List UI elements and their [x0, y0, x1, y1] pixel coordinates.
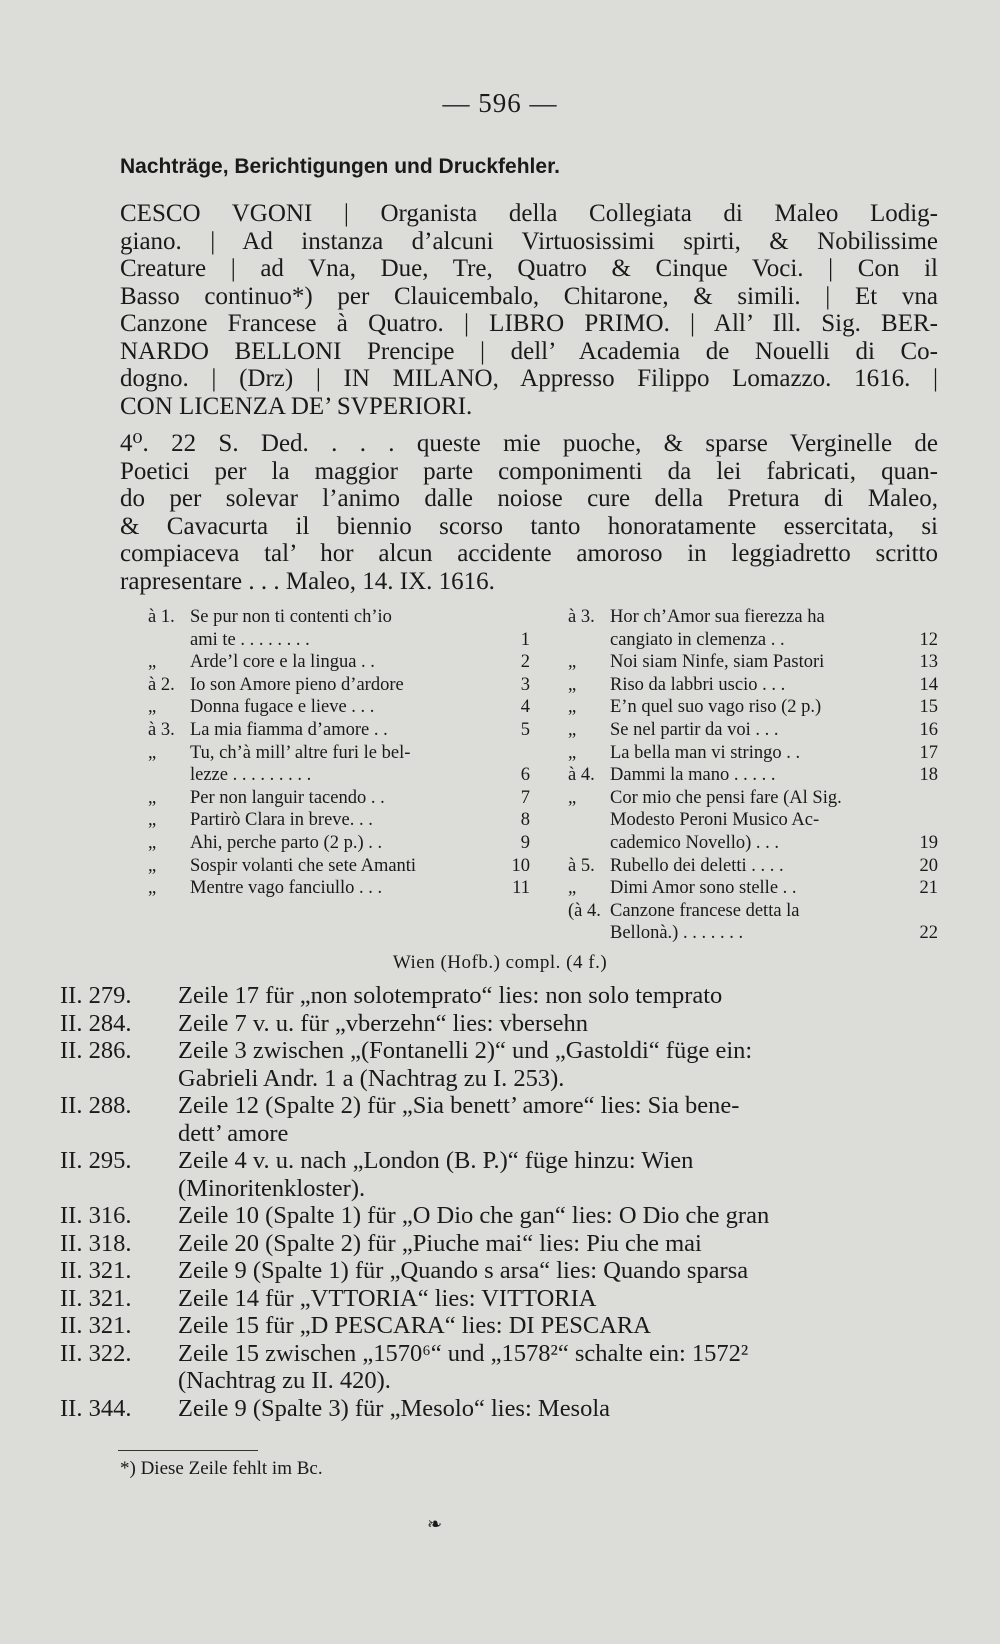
voice-count: „: [568, 787, 577, 808]
voice-count: „: [568, 697, 577, 718]
contents-list-left: [148, 606, 530, 900]
song-number: 18: [919, 765, 938, 786]
contents-item: [568, 855, 938, 878]
contents-item: [568, 629, 938, 652]
contents-item: [148, 855, 530, 878]
contents-list-right: [568, 606, 938, 945]
correction-item: [60, 1230, 940, 1258]
correction-reference: II. 284.: [60, 1009, 132, 1037]
song-title: Canzone francese detta la: [610, 900, 800, 921]
correction-item: [60, 1202, 940, 1230]
song-title: Donna fugace e lieve . . .: [190, 697, 375, 718]
voice-count: à 5.: [568, 855, 595, 876]
correction-item: [60, 982, 940, 1010]
voice-count: „: [148, 855, 157, 876]
correction-item: [60, 1395, 940, 1423]
contents-item: [568, 900, 938, 923]
correction-line: Zeile 4 v. u. nach „London (B. P.)“ füge hinzu: Wien: [178, 1147, 694, 1174]
song-number: 15: [919, 697, 938, 718]
correction-line: Zeile 3 zwischen „(Fontanelli 2)“ und „Gastoldi“ füge ein:: [178, 1037, 753, 1064]
song-title: Cor mio che pensi fare (Al Sig.: [610, 787, 842, 808]
song-title: Rubello dei deletti . . . .: [610, 855, 784, 876]
song-title: E’n quel suo vago riso (2 p.): [610, 697, 822, 718]
contents-item: [568, 787, 938, 810]
song-title: ami te . . . . . . . .: [190, 629, 310, 650]
correction-line: Zeile 9 (Spalte 1) für „Quando s arsa“ lies: Quando sparsa: [178, 1257, 749, 1284]
song-title: Io son Amore pieno d’ardore: [190, 674, 404, 695]
correction-item: [60, 1312, 940, 1340]
correction-reference: II. 288.: [60, 1092, 132, 1119]
correction-item: [60, 1147, 940, 1202]
correction-item: [60, 1010, 940, 1038]
correction-reference: II. 322.: [60, 1339, 132, 1367]
song-title: La mia fiamma d’amore . .: [190, 719, 388, 740]
correction-item: [60, 1037, 940, 1092]
voice-count: (à 4.: [568, 900, 601, 921]
correction-reference: II. 316.: [60, 1202, 132, 1229]
song-number: 14: [919, 674, 938, 695]
entry-description: [120, 430, 938, 595]
voice-count: à 2.: [148, 674, 175, 695]
voice-count: à 1.: [148, 607, 175, 627]
description-line: Poetici per la maggior parte componimenti da lei fabricati, quan-: [120, 457, 938, 485]
description-line: do per solevar l’animo dalle noiose cure della Pretura di Maleo,: [120, 485, 938, 512]
contents-item: [568, 764, 938, 787]
entry-line: giano. | Ad instanza d’alcuni Virtuosissimi spirti, & Nobilissime: [120, 227, 938, 255]
correction-line: Zeile 17 für „non solotemprato“ lies: non solo temprato: [178, 982, 723, 1009]
contents-item: [568, 606, 938, 629]
song-title: cademico Novello) . . .: [610, 832, 780, 853]
footnote: *) Diese Zeile fehlt im Bc.: [120, 1458, 323, 1479]
song-number: 11: [512, 878, 530, 899]
voice-count: „: [568, 674, 577, 695]
contents-item: [148, 651, 530, 674]
song-number: 12: [919, 629, 938, 650]
contents-item: [148, 742, 530, 765]
correction-reference: II. 318.: [60, 1229, 132, 1257]
correction-reference: II. 321.: [60, 1284, 132, 1312]
contents-item: [148, 809, 530, 832]
song-number: 3: [520, 674, 530, 695]
song-title: Modesto Peroni Musico Ac-: [610, 810, 820, 831]
correction-text: [178, 1147, 940, 1202]
correction-text: [178, 1092, 940, 1147]
song-number: 7: [520, 787, 530, 808]
voice-count: „: [568, 742, 577, 763]
contents-item: [148, 787, 530, 810]
correction-line: Zeile 15 zwischen „1570⁶“ und „1578²“ schalte ein: 1572²: [178, 1339, 749, 1367]
correction-reference: II. 321.: [60, 1312, 132, 1339]
correction-line: Zeile 20 (Spalte 2) für „Piuche mai“ lies: Piu che mai: [178, 1229, 702, 1257]
song-number: 10: [511, 855, 530, 876]
song-title: Bellonà.) . . . . . . .: [610, 923, 744, 944]
song-title: Dammi la mano . . . . .: [610, 765, 776, 786]
correction-reference: II. 295.: [60, 1147, 132, 1174]
song-number: 22: [919, 923, 938, 944]
contents-item: [148, 764, 530, 787]
correction-line: Zeile 10 (Spalte 1) für „O Dio che gan“ lies: O Dio che gran: [178, 1202, 770, 1229]
voice-count: „: [568, 719, 577, 740]
song-title: Arde’l core e la lingua . .: [190, 652, 375, 673]
description-line: 4⁰. 22 S. Ded. . . . queste mie puoche, & sparse Verginelle de: [120, 430, 938, 457]
voice-count: „: [148, 652, 157, 673]
voice-count: „: [148, 878, 157, 899]
correction-text: [178, 1395, 940, 1423]
correction-text: [178, 1037, 940, 1092]
contents-item: [148, 832, 530, 855]
song-title: lezze . . . . . . . . .: [190, 765, 312, 786]
printer-mark: ❧: [427, 1514, 443, 1534]
song-number: 9: [520, 832, 530, 853]
correction-item: [60, 1340, 940, 1395]
correction-reference: II. 286.: [60, 1037, 132, 1064]
footnote-rule: [118, 1450, 258, 1451]
voice-count: „: [568, 878, 577, 899]
voice-count: „: [148, 832, 157, 853]
correction-item: [60, 1285, 940, 1313]
song-title: Dimi Amor sono stelle . .: [610, 878, 797, 899]
correction-text: [178, 1257, 940, 1285]
song-number: 17: [919, 742, 938, 763]
correction-item: [60, 1092, 940, 1147]
description-line: rapresentare . . . Maleo, 14. IX. 1616.: [120, 567, 495, 595]
contents-item: [568, 696, 938, 719]
song-number: 13: [919, 652, 938, 673]
correction-line: Zeile 7 v. u. für „vberzehn“ lies: vbersehn: [178, 1009, 588, 1037]
voice-count: à 3.: [568, 607, 595, 627]
correction-line: dett’ amore: [178, 1119, 289, 1147]
song-number: 21: [919, 878, 938, 899]
contents-item: [568, 742, 938, 765]
entry-line: CON LICENZA DE’ SVPERIORI.: [120, 392, 473, 420]
contents-item: [148, 719, 530, 742]
contents-item: [148, 629, 530, 652]
song-title: Mentre vago fanciullo . . .: [190, 878, 383, 899]
song-number: 19: [919, 832, 938, 853]
correction-line: Zeile 12 (Spalte 2) für „Sia benett’ amore“ lies: Sia bene-: [178, 1092, 740, 1119]
section-heading: Nachträge, Berichtigungen und Druckfehler.: [120, 155, 560, 178]
voice-count: à 3.: [148, 719, 175, 740]
entry-line: CESCO VGONI | Organista della Collegiata di Maleo Lodig-: [120, 200, 938, 227]
correction-text: [178, 982, 940, 1010]
contents-item: [148, 674, 530, 697]
song-title: Sospir volanti che sete Amanti: [190, 855, 417, 876]
song-title: Hor ch’Amor sua fierezza ha: [610, 607, 825, 627]
entry-line: Canzone Francese à Quatro. | LIBRO PRIMO. | All’ Ill. Sig. BER-: [120, 310, 938, 337]
contents-item: [148, 606, 530, 629]
correction-line: (Nachtrag zu II. 420).: [178, 1367, 391, 1394]
song-number: 16: [919, 719, 938, 740]
voice-count: à 4.: [568, 765, 595, 786]
contents-item: [568, 651, 938, 674]
correction-line: Zeile 9 (Spalte 3) für „Mesolo“ lies: Mesola: [178, 1394, 611, 1422]
contents-item: [568, 877, 938, 900]
song-number: 6: [520, 765, 530, 786]
song-title: cangiato in clemenza . .: [610, 629, 785, 650]
page-number: — 596 —: [442, 88, 558, 118]
correction-line: Zeile 14 für „VTTORIA“ lies: VITTORIA: [178, 1284, 597, 1312]
correction-reference: II. 279.: [60, 982, 132, 1009]
song-title: Noi siam Ninfe, siam Pastori: [610, 652, 825, 673]
contents-item: [148, 877, 530, 900]
voice-count: „: [568, 652, 577, 673]
description-line: & Cavacurta il biennio scorso tanto honoratamente essercitata, si: [120, 512, 938, 540]
entry-line: Creature | ad Vna, Due, Tre, Quatro & Cinque Voci. | Con il: [120, 255, 938, 282]
correction-text: [178, 1312, 940, 1340]
description-line: compiaceva tal’ hor alcun accidente amoroso in leggiadretto scritto: [120, 540, 938, 567]
song-number: 2: [520, 652, 530, 673]
song-title: Se pur non ti contenti ch’io: [190, 607, 392, 627]
song-number: 4: [520, 697, 530, 718]
song-title: La bella man vi stringo . .: [610, 742, 801, 763]
song-title: Se nel partir da voi . . .: [610, 719, 779, 740]
correction-text: [178, 1340, 940, 1395]
song-number: 20: [919, 855, 938, 876]
song-title: Riso da labbri uscio . . .: [610, 674, 786, 695]
entry-line: Basso continuo*) per Clauicembalo, Chitarone, & simili. | Et vna: [120, 282, 938, 310]
correction-line: Gabrieli Andr. 1 a (Nachtrag zu I. 253).: [178, 1064, 565, 1092]
contents-item: [568, 832, 938, 855]
song-title: Tu, ch’à mill’ altre furi le bel-: [190, 742, 411, 763]
contents-item: [568, 719, 938, 742]
correction-item: [60, 1257, 940, 1285]
correction-text: [178, 1230, 940, 1258]
song-title: Partirò Clara in breve. . .: [190, 810, 373, 831]
correction-reference: II. 321.: [60, 1257, 132, 1284]
entry-line: NARDO BELLONI Prencipe | dell’ Academia de Nouelli di Co-: [120, 337, 938, 365]
song-number: 1: [520, 629, 530, 650]
correction-text: [178, 1010, 940, 1038]
library-holding: Wien (Hofb.) compl. (4 f.): [392, 952, 608, 973]
correction-line: (Minoritenkloster).: [178, 1174, 366, 1202]
voice-count: „: [148, 787, 157, 808]
contents-item: [568, 809, 938, 832]
song-title: Ahi, perche parto (2 p.) . .: [190, 832, 383, 853]
song-number: 8: [520, 810, 530, 831]
voice-count: „: [148, 697, 157, 718]
bibliographic-entry: [120, 200, 938, 420]
song-number: 5: [520, 719, 530, 740]
contents-item: [568, 922, 938, 945]
voice-count: „: [148, 742, 157, 763]
song-title: Per non languir tacendo . .: [190, 787, 385, 808]
corrections-list: [60, 982, 940, 1422]
entry-line: dogno. | (Drz) | IN MILANO, Appresso Filippo Lomazzo. 1616. |: [120, 365, 938, 392]
contents-item: [148, 696, 530, 719]
correction-text: [178, 1202, 940, 1230]
contents-item: [568, 674, 938, 697]
correction-reference: II. 344.: [60, 1394, 132, 1422]
correction-line: Zeile 15 für „D PESCARA“ lies: DI PESCARA: [178, 1312, 651, 1339]
voice-count: „: [148, 810, 157, 831]
correction-text: [178, 1285, 940, 1313]
